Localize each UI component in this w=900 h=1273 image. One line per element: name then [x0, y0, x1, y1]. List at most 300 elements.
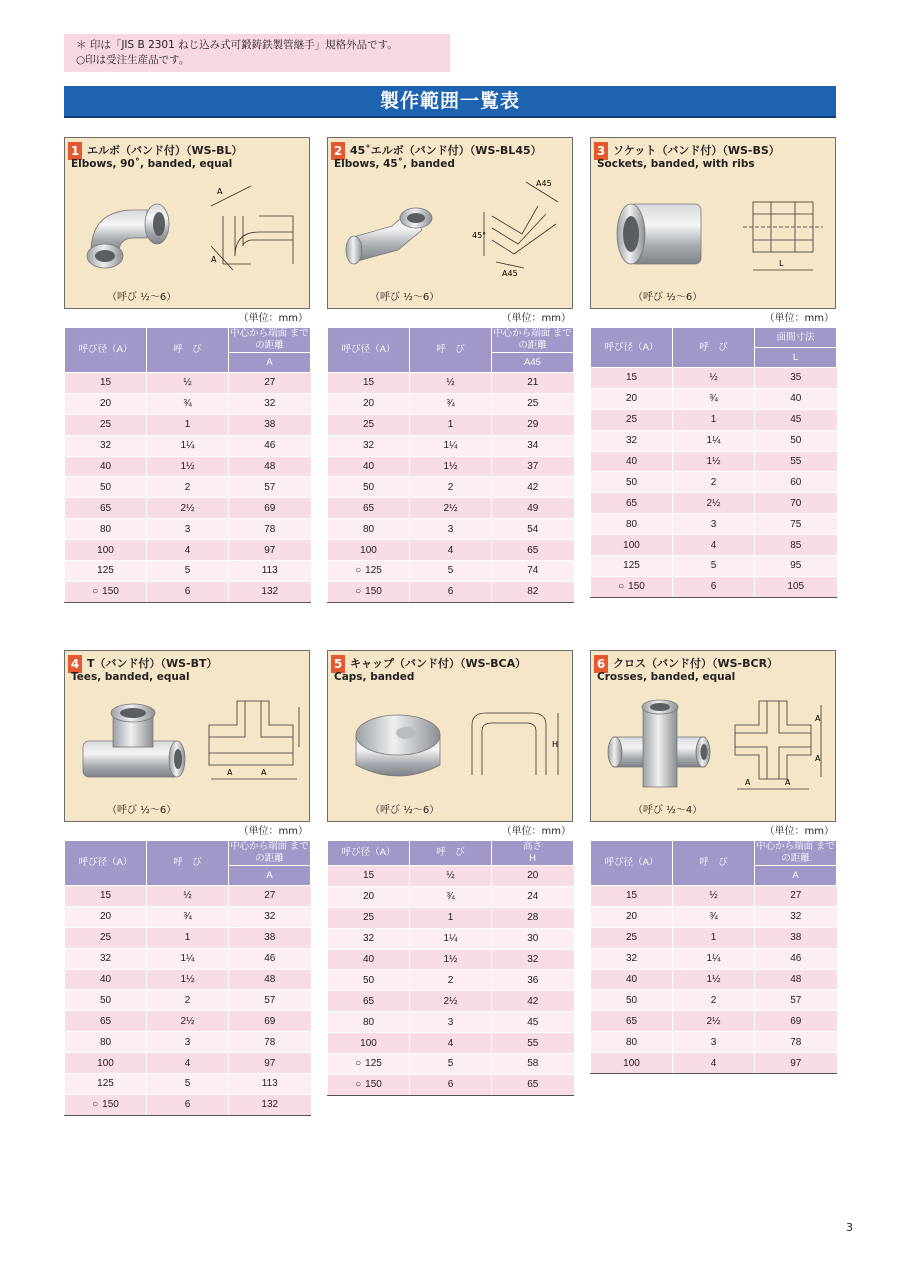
nominal-a-value: 25	[99, 932, 112, 944]
table-row	[328, 581, 574, 602]
cell-nominal-a	[591, 1011, 673, 1032]
product-panel	[590, 137, 836, 309]
spec-table	[64, 327, 311, 603]
cell-nominal: 2½	[673, 1011, 755, 1032]
nominal-a-value: 20	[99, 911, 112, 923]
section-number: 4	[68, 655, 82, 673]
cell-nominal: 4	[147, 1053, 229, 1074]
cell-dimension: 20	[492, 866, 574, 887]
cell-dimension: 69	[229, 1011, 311, 1032]
table-row	[328, 456, 574, 477]
product-title-en: Sockets, banded, with ribs	[597, 158, 755, 170]
svg-text:A: A	[211, 255, 217, 264]
cell-nominal: 1¼	[410, 928, 492, 949]
cell-nominal: 2	[410, 477, 492, 498]
made-to-order-mark: ○	[618, 581, 625, 593]
col-header-nominal: 呼 び	[147, 841, 229, 886]
table-row	[65, 581, 311, 602]
cell-dimension: 97	[229, 1053, 311, 1074]
cell-nominal: 1½	[673, 969, 755, 990]
nominal-a-value: 50	[362, 481, 375, 493]
table-row	[591, 1053, 837, 1074]
nominal-a-value: 50	[99, 994, 112, 1006]
product-panel	[64, 650, 310, 822]
cell-nominal-a	[328, 866, 410, 887]
table-row	[65, 1094, 311, 1115]
cell-dimension: 132	[229, 1094, 311, 1115]
cell-dimension: 27	[755, 886, 837, 907]
nominal-a-value: 50	[625, 994, 638, 1006]
table-row	[591, 556, 837, 577]
cell-nominal: ¾	[673, 388, 755, 409]
cell-nominal: 2½	[410, 991, 492, 1012]
table-row	[591, 409, 837, 430]
nominal-a-value: 15	[362, 377, 375, 389]
cell-nominal-a	[328, 540, 410, 561]
table-row	[328, 435, 574, 456]
nominal-a-value: 65	[625, 497, 638, 509]
made-to-order-mark: ○	[92, 586, 99, 598]
nominal-a-value: 25	[99, 419, 112, 431]
cell-dimension: 46	[755, 948, 837, 969]
table-row	[65, 1053, 311, 1074]
cell-dimension: 34	[492, 435, 574, 456]
table-row	[65, 948, 311, 969]
table-row	[591, 451, 837, 472]
nominal-a-value: 100	[97, 1057, 114, 1069]
cell-nominal-a	[591, 556, 673, 577]
col-header-dimension-label: 高さ	[522, 841, 542, 852]
table-row	[591, 906, 837, 927]
col-header-nominal: 呼 び	[410, 328, 492, 373]
cell-nominal-a	[65, 1032, 147, 1053]
cell-dimension: 60	[755, 472, 837, 493]
unit-label: （単位：mm）	[238, 313, 308, 324]
cell-nominal-a	[328, 1054, 410, 1075]
product-panel	[327, 650, 573, 822]
cell-nominal-a	[65, 990, 147, 1011]
col-header-dimension-symbol: H	[529, 853, 536, 864]
table-row	[591, 948, 837, 969]
table-row	[65, 414, 311, 435]
col-header-nominal: 呼 び	[673, 328, 755, 368]
made-to-order-mark: ○	[355, 586, 362, 598]
cell-dimension: 32	[755, 906, 837, 927]
cell-dimension: 69	[755, 1011, 837, 1032]
nominal-a-value: 80	[362, 1016, 375, 1028]
cell-dimension: 42	[492, 991, 574, 1012]
cell-nominal: 5	[147, 561, 229, 582]
cell-nominal: ¾	[147, 393, 229, 414]
cell-nominal-a	[65, 1074, 147, 1095]
cell-nominal: 5	[147, 1074, 229, 1095]
cell-nominal: 1	[673, 409, 755, 430]
cell-dimension: 32	[229, 906, 311, 927]
nominal-a-value: 100	[97, 544, 114, 556]
cell-nominal-a	[328, 1012, 410, 1033]
table-row	[65, 990, 311, 1011]
cell-nominal: 4	[410, 1033, 492, 1054]
cell-dimension: 78	[229, 1032, 311, 1053]
cell-nominal: ¾	[410, 393, 492, 414]
table-row	[591, 969, 837, 990]
svg-text:A: A	[785, 778, 791, 787]
table-row	[591, 430, 837, 451]
nominal-a-value: 15	[99, 377, 112, 389]
col-header-dimension-symbol: A45	[492, 353, 574, 373]
cell-dimension: 48	[755, 969, 837, 990]
cell-nominal: 2½	[673, 493, 755, 514]
elbow-dimension-drawing	[203, 176, 303, 280]
cell-nominal: 6	[410, 581, 492, 602]
cell-nominal-a	[591, 576, 673, 597]
product-title-en: Tees, banded, equal	[71, 671, 190, 683]
table-row	[328, 477, 574, 498]
cell-nominal: ½	[673, 368, 755, 389]
nominal-a-value: 65	[99, 502, 112, 514]
made-to-order-mark: ○	[355, 565, 362, 577]
table-row	[591, 472, 837, 493]
product-title-en: Crosses, banded, equal	[597, 671, 736, 683]
col-header-dimension: 中心から端面 までの距離	[493, 328, 572, 351]
cell-nominal: 4	[673, 1053, 755, 1074]
nominal-a-value: 100	[360, 544, 377, 556]
nominal-a-value: 150	[102, 586, 119, 598]
size-range: （呼び ½〜6）	[370, 805, 440, 816]
section-socket	[590, 137, 836, 598]
notice-line-2: ○印は受注生産品です。	[76, 54, 190, 66]
cell-nominal: 2	[147, 477, 229, 498]
table-row	[591, 1032, 837, 1053]
page-title: 製作範囲一覧表	[64, 86, 836, 116]
table-row	[328, 1054, 574, 1075]
cell-nominal: 3	[147, 519, 229, 540]
nominal-a-value: 32	[99, 440, 112, 452]
nominal-a-value: 80	[625, 518, 638, 530]
unit-label: （単位：mm）	[238, 826, 308, 837]
svg-text:H: H	[552, 740, 559, 749]
cell-nominal-a	[65, 435, 147, 456]
cell-nominal-a	[591, 886, 673, 907]
cell-nominal: 1	[673, 927, 755, 948]
cell-dimension: 49	[492, 498, 574, 519]
nominal-a-value: 40	[362, 954, 375, 965]
nominal-a-value: 32	[99, 953, 112, 965]
cell-dimension: 82	[492, 581, 574, 602]
col-header-nominal: 呼 び	[147, 328, 229, 373]
cell-nominal: 6	[673, 576, 755, 597]
table-row	[65, 435, 311, 456]
section-cross	[590, 650, 836, 1074]
cell-nominal: 3	[673, 514, 755, 535]
cell-nominal-a	[65, 948, 147, 969]
table-row	[65, 927, 311, 948]
product-title-jp: エルボ（バンド付）（WS-BL）	[87, 144, 243, 157]
svg-text:A: A	[745, 778, 751, 787]
nominal-a-value: 80	[99, 1036, 112, 1048]
section-number: 1	[68, 142, 82, 160]
cell-nominal: 4	[147, 540, 229, 561]
svg-text:A: A	[217, 187, 223, 196]
table-row	[65, 498, 311, 519]
cell-nominal: 2½	[147, 498, 229, 519]
col-header-dimension-symbol: A	[229, 866, 311, 886]
nominal-a-value: 20	[362, 891, 375, 903]
cell-nominal: 2	[673, 990, 755, 1011]
col-header-nominal-a: 呼び径（A）	[328, 328, 410, 373]
cell-dimension: 28	[492, 907, 574, 928]
size-range: （呼び ½〜6）	[633, 292, 703, 303]
col-header-dimension: 中心から端面 までの距離	[230, 841, 309, 864]
cell-nominal: 3	[147, 1032, 229, 1053]
cell-dimension: 48	[229, 456, 311, 477]
cell-nominal: ¾	[147, 906, 229, 927]
cell-nominal: 5	[410, 1054, 492, 1075]
spec-table	[64, 840, 311, 1116]
cell-nominal-a	[328, 561, 410, 582]
nominal-a-value: 50	[625, 476, 638, 488]
cell-nominal: ½	[673, 886, 755, 907]
table-row	[328, 498, 574, 519]
cell-dimension: 97	[755, 1053, 837, 1074]
cell-nominal-a	[328, 928, 410, 949]
cell-nominal-a	[591, 927, 673, 948]
cell-nominal-a	[328, 991, 410, 1012]
product-panel	[64, 137, 310, 309]
product-title-jp: T（バンド付）（WS-BT）	[87, 657, 218, 670]
table-row	[328, 540, 574, 561]
cell-dimension: 46	[229, 948, 311, 969]
table-row	[591, 514, 837, 535]
nominal-a-value: 15	[362, 870, 375, 882]
cell-nominal-a	[65, 373, 147, 394]
svg-text:L: L	[779, 259, 784, 268]
cross-dimension-drawing	[729, 689, 829, 793]
cell-nominal: 5	[673, 556, 755, 577]
cell-dimension: 65	[492, 1074, 574, 1095]
cell-dimension: 78	[755, 1032, 837, 1053]
elbow-photo	[73, 182, 193, 278]
col-header-nominal-a: 呼び径（A）	[591, 841, 673, 886]
table-row	[328, 393, 574, 414]
nominal-a-value: 20	[625, 393, 638, 405]
svg-text:A: A	[261, 768, 267, 777]
nominal-a-value: 15	[99, 890, 112, 902]
svg-text:A: A	[815, 714, 821, 723]
nominal-a-value: 20	[362, 398, 375, 410]
nominal-a-value: 32	[625, 953, 638, 965]
cell-nominal: 1	[147, 927, 229, 948]
product-title-jp: クロス（バンド付）（WS-BCR）	[613, 657, 779, 670]
nominal-a-value: 40	[99, 461, 112, 472]
cell-nominal: ½	[147, 373, 229, 394]
cell-nominal: 1½	[673, 451, 755, 472]
cell-dimension: 113	[229, 1074, 311, 1095]
nominal-a-value: 150	[365, 586, 382, 598]
svg-text:45°: 45°	[472, 231, 487, 240]
cell-nominal: 1¼	[673, 948, 755, 969]
unit-label: （単位：mm）	[501, 826, 571, 837]
cell-nominal: 6	[147, 581, 229, 602]
table-row	[65, 561, 311, 582]
nominal-a-value: 125	[97, 1078, 114, 1090]
cell-nominal: 1½	[410, 456, 492, 477]
cell-dimension: 65	[492, 540, 574, 561]
made-to-order-mark: ○	[92, 1099, 99, 1111]
cell-nominal-a	[65, 540, 147, 561]
cell-nominal: 1½	[147, 969, 229, 990]
cell-dimension: 57	[229, 990, 311, 1011]
spec-table	[590, 840, 837, 1074]
cell-nominal: ¾	[410, 886, 492, 907]
table-row	[328, 970, 574, 991]
table-row	[591, 388, 837, 409]
table-row	[328, 949, 574, 970]
table-row	[328, 886, 574, 907]
cell-nominal-a	[328, 435, 410, 456]
product-panel	[327, 137, 573, 309]
nominal-a-value: 65	[625, 1015, 638, 1027]
cell-dimension: 27	[229, 373, 311, 394]
table-row	[328, 519, 574, 540]
cell-nominal-a	[591, 472, 673, 493]
size-range: （呼び ½〜6）	[370, 292, 440, 303]
col-header-dimension-symbol: L	[755, 348, 837, 368]
table-row	[591, 1011, 837, 1032]
cell-nominal-a	[591, 409, 673, 430]
cell-dimension: 85	[755, 535, 837, 556]
cell-nominal-a	[591, 430, 673, 451]
product-title-en: Caps, banded	[334, 671, 415, 683]
table-row	[591, 990, 837, 1011]
cell-nominal-a	[65, 927, 147, 948]
cell-nominal-a	[328, 519, 410, 540]
cell-nominal-a	[591, 906, 673, 927]
cell-dimension: 50	[755, 430, 837, 451]
cell-nominal-a	[591, 535, 673, 556]
table-row	[328, 928, 574, 949]
cell-dimension: 105	[755, 576, 837, 597]
nominal-a-value: 100	[360, 1037, 377, 1049]
cross-photo	[599, 695, 719, 791]
cell-dimension: 30	[492, 928, 574, 949]
cell-dimension: 78	[229, 519, 311, 540]
cell-nominal: 1¼	[410, 435, 492, 456]
cell-nominal: 2	[147, 990, 229, 1011]
cell-nominal: 3	[410, 1012, 492, 1033]
cell-dimension: 74	[492, 561, 574, 582]
cell-nominal-a	[65, 414, 147, 435]
cell-nominal: 5	[410, 561, 492, 582]
unit-label: （単位：mm）	[501, 313, 571, 324]
cell-nominal-a	[65, 886, 147, 907]
cell-nominal-a	[591, 493, 673, 514]
cell-nominal: 6	[147, 1094, 229, 1115]
nominal-a-value: 20	[99, 398, 112, 410]
section-cap	[327, 650, 573, 1096]
cell-dimension: 32	[229, 393, 311, 414]
nominal-a-value: 125	[97, 565, 114, 577]
table-row	[65, 906, 311, 927]
cell-nominal: 1	[410, 414, 492, 435]
col-header-dimension	[492, 841, 574, 866]
table-row	[65, 456, 311, 477]
cell-nominal-a	[65, 561, 147, 582]
table-row	[328, 1012, 574, 1033]
table-row	[65, 519, 311, 540]
cell-nominal-a	[591, 990, 673, 1011]
cell-nominal-a	[328, 581, 410, 602]
spec-table	[590, 327, 837, 598]
cell-nominal: 4	[673, 535, 755, 556]
table-row	[328, 866, 574, 887]
cell-dimension: 32	[492, 949, 574, 970]
nominal-a-value: 150	[628, 581, 645, 593]
cell-dimension: 40	[755, 388, 837, 409]
cell-dimension: 46	[229, 435, 311, 456]
cell-dimension: 69	[229, 498, 311, 519]
table-row	[328, 373, 574, 394]
nominal-a-value: 65	[99, 1015, 112, 1027]
table-row	[328, 561, 574, 582]
cell-nominal: ½	[147, 886, 229, 907]
nominal-a-value: 65	[362, 995, 375, 1007]
col-header-nominal-a: 呼び径（A）	[65, 841, 147, 886]
nominal-a-value: 15	[625, 372, 638, 384]
cell-dimension: 37	[492, 456, 574, 477]
cell-dimension: 70	[755, 493, 837, 514]
cell-nominal-a	[328, 907, 410, 928]
cell-nominal-a	[328, 373, 410, 394]
cell-nominal-a	[591, 388, 673, 409]
nominal-a-value: 100	[623, 539, 640, 551]
cell-dimension: 38	[229, 414, 311, 435]
table-row	[65, 886, 311, 907]
cell-dimension: 24	[492, 886, 574, 907]
cap-photo	[336, 695, 456, 791]
table-row	[591, 927, 837, 948]
col-header-nominal: 呼 び	[673, 841, 755, 886]
nominal-a-value: 50	[362, 974, 375, 986]
cell-nominal: 3	[410, 519, 492, 540]
cell-nominal-a	[328, 1074, 410, 1095]
table-row	[591, 886, 837, 907]
cell-nominal-a	[65, 1011, 147, 1032]
product-title-en: Elbows, 45˚, banded	[334, 158, 455, 170]
cell-nominal-a	[65, 969, 147, 990]
cell-nominal: 1¼	[147, 435, 229, 456]
cell-nominal: ½	[410, 373, 492, 394]
section-number: 2	[331, 142, 345, 160]
product-panel	[590, 650, 836, 822]
nominal-a-value: 100	[623, 1057, 640, 1069]
table-row	[591, 493, 837, 514]
product-title-jp: 45˚エルボ（バンド付）（WS-BL45）	[350, 144, 542, 157]
nominal-a-value: 32	[625, 435, 638, 447]
cell-dimension: 21	[492, 373, 574, 394]
cell-nominal-a	[591, 514, 673, 535]
product-title-en: Elbows, 90˚, banded, equal	[71, 158, 233, 170]
cell-nominal-a	[328, 886, 410, 907]
cell-nominal-a	[328, 414, 410, 435]
cell-dimension: 55	[755, 451, 837, 472]
cell-nominal: 1½	[410, 949, 492, 970]
col-header-dimension: 中心から端面 までの距離	[230, 328, 309, 351]
cell-dimension: 29	[492, 414, 574, 435]
product-title-jp: ソケット（バンド付）（WS-BS）	[613, 144, 780, 157]
cell-dimension: 113	[229, 561, 311, 582]
section-elbow-90	[64, 137, 310, 603]
